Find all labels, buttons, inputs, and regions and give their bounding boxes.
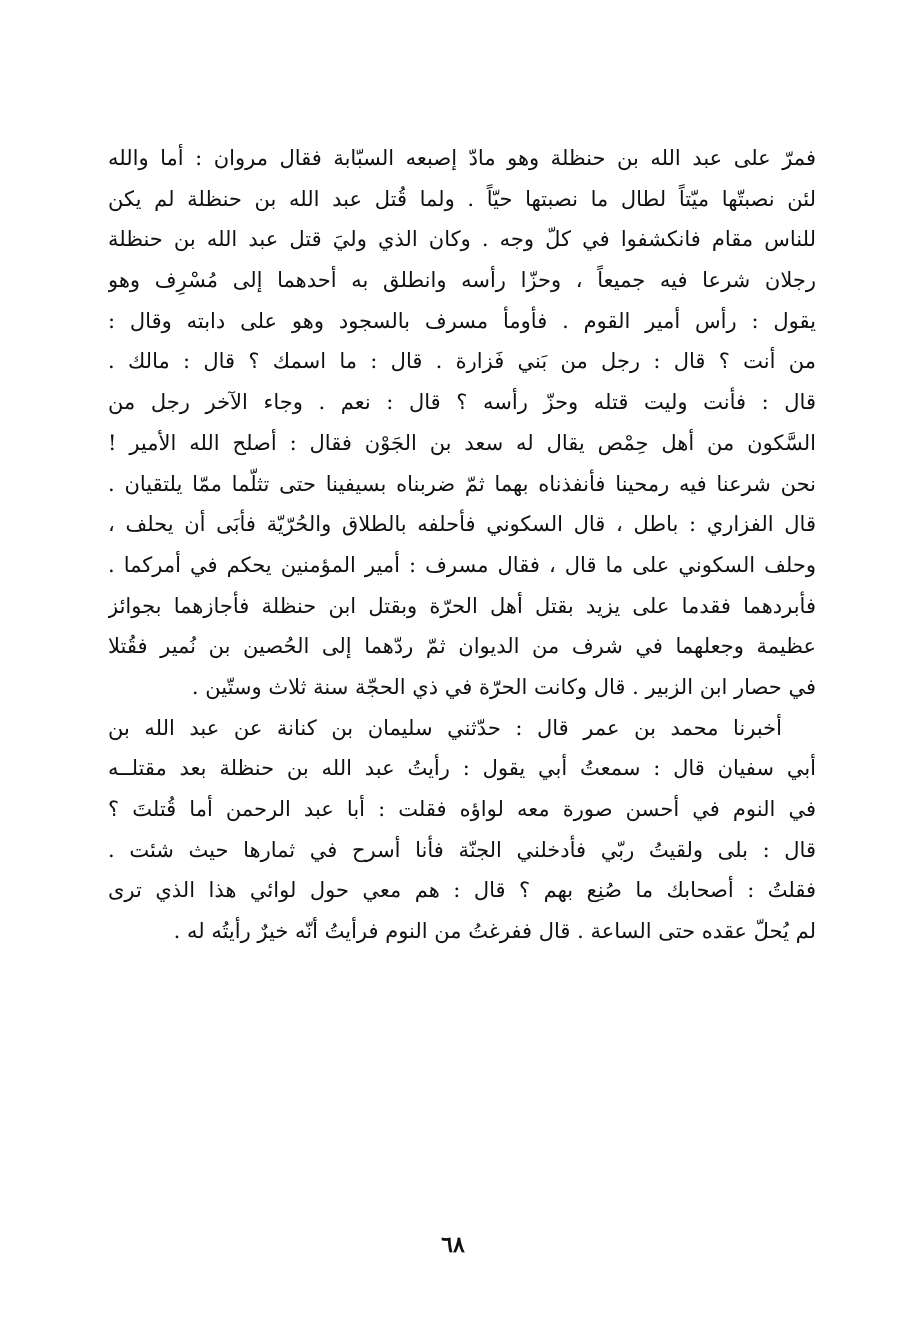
text-line: نحن شرعنا فيه رمحينا فأنفذناه بهما ثمّ ضربناه بسيفينا حتى تثلّما ممّا يلتقيان . [108, 471, 816, 496]
text-line: عظيمة وجعلهما في شرف من الديوان ثمّ ردّهما إلى الحُصين بن نُمير فقُتلا [108, 634, 816, 659]
text-line: السَّكون من أهل حِمْص يقال له سعد بن الجَوْن فقال : أصلح الله الأمير ! [108, 430, 816, 455]
text-line: في حصار ابن الزبير . قال وكانت الحرّة في ذي الحجّة سنة ثلاث وستّين . [191, 674, 816, 699]
text-line: قال : فأنت وليت قتله وحزّ رأسه ؟ قال : نعم . وجاء الآخر رجل من [108, 390, 816, 415]
text-line: يقول : رأس أمير القوم . فأومأ مسرف بالسجود وهو على دابته وقال : [108, 308, 816, 333]
paragraph-2 [108, 708, 816, 952]
text-line: قال الفزاري : باطل ، قال السكوني فأحلفه بالطلاق والحُرّيّة فأبَى أن يحلف ، [108, 512, 816, 537]
text-line: أبي سفيان قال : سمعتُ أبي يقول : رأيتُ عبد الله بن حنظلة بعد مقتلــه [108, 756, 816, 781]
text-line: أخبرنا محمد بن عمر قال : حدّثني سليمان بن كنانة عن عبد الله بن [108, 715, 782, 740]
text-line: للناس مقام فانكشفوا في كلّ وجه . وكان الذي وليَ قتل عبد الله بن حنظلة [108, 227, 816, 252]
text-line: رجلان شرعا فيه جميعاً ، وحزّا رأسه وانطلق به أحدهما إلى مُسْرِف وهو [108, 268, 816, 293]
paragraph-1 [108, 138, 816, 708]
text-line: وحلف السكوني على ما قال ، فقال مسرف : أمير المؤمنين يحكم في أمركما . [108, 552, 816, 577]
text-line: لم يُحلّ عقده حتى الساعة . قال ففرغتُ من النوم فرأيتُ أنّه خيرٌ رأيتُه له . [173, 919, 816, 944]
text-line: فقلتُ : أصحابك ما صُنِع بهم ؟ قال : هم معي حول لوائي هذا الذي ترى [108, 878, 816, 903]
page-number: ٦٨ [441, 1232, 465, 1258]
text-line: في النوم في أحسن صورة معه لواؤه فقلت : أبا عبد الرحمن أما قُتلتَ ؟ [108, 797, 816, 821]
text-line: فمرّ على عبد الله بن حنظلة وهو مادّ إصبعه السبّابة فقال مروان : أما والله [108, 146, 816, 170]
text-line: لئن نصبتّها ميّتاً لطال ما نصبتها حيّاً . ولما قُتل عبد الله بن حنظلة لم يكن [108, 186, 816, 211]
text-line: فأبردهما فقدما على يزيد بقتل أهل الحرّة وبقتل ابن حنظلة فأجازهما بجوائز [108, 593, 816, 618]
body-text [108, 138, 816, 952]
text-line: قال : بلى ولقيتُ ربّي فأدخلني الجنّة فأنا أسرح في ثمارها حيث شئت . [108, 837, 816, 862]
text-line: من أنت ؟ قال : رجل من بَني فَزارة . قال : ما اسمك ؟ قال : مالك . [108, 349, 816, 374]
